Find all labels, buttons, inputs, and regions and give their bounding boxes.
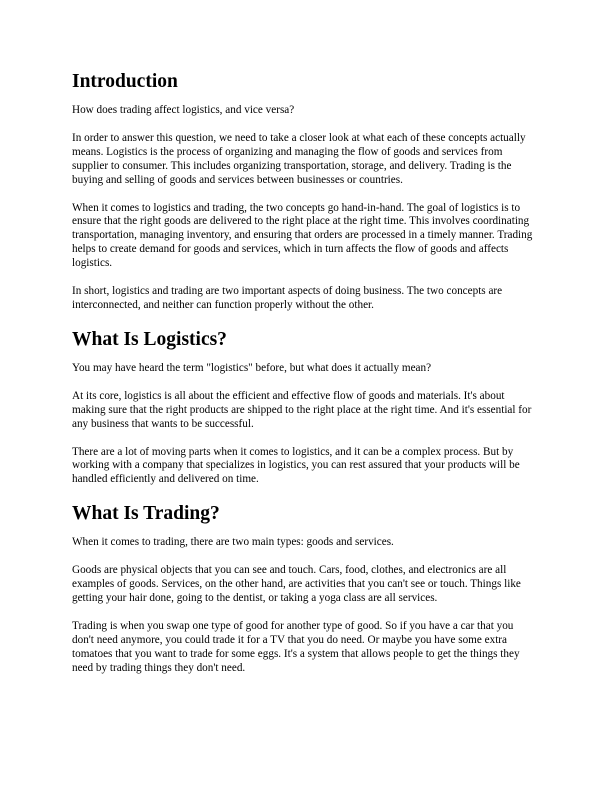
paragraph: Trading is when you swap one type of good for another type of good. So if you have a car that you don't need anymore, you could trade it for a TV that you do need. Or maybe you have some extra tomatoes that you want to trade for some eggs. It's a system that allows people to get the things they need by trading things they don't need.: [72, 619, 520, 674]
paragraph: You may have heard the term "logistics" before, but what does it actually mean?: [72, 361, 432, 374]
section-heading-what-is-trading: What Is Trading?: [72, 503, 220, 525]
paragraph: There are a lot of moving parts when it comes to logistics, and it can be a complex process. But by working with a company that specializes in logistics, you can rest assured that your products will be handled efficiently and delivered on time.: [72, 445, 520, 486]
paragraph: When it comes to trading, there are two main types: goods and services.: [72, 536, 394, 549]
document-page: [72, 70, 538, 675]
paragraph: At its core, logistics is all about the efficient and effective flow of goods and materials. It's about making sure that the right products are shipped to the right place at the right time. And it's essential for any business that wants to be successful.: [72, 389, 532, 430]
paragraph: In order to answer this question, we need to take a closer look at what each of these concepts actually means. Logistics is the process of organizing and managing the flow of goods and services from supplier to consumer. This includes organizing transportation, storage, and delivery. Trading is the buying and selling of goods and services between businesses or countries.: [72, 131, 526, 186]
paragraph: In short, logistics and trading are two important aspects of doing business. The two concepts are interconnected, and neither can function properly without the other.: [72, 285, 503, 311]
paragraph: When it comes to logistics and trading, the two concepts go hand-in-hand. The goal of logistics is to ensure that the right goods are delivered to the right place at the right time. This involves coordinating transportation, managing inventory, and ensuring that orders are processed in a timely manner. Trading helps to create demand for goods and services, which in turn affects the flow of goods and affects logistics.: [72, 201, 533, 270]
section-heading-what-is-logistics: What Is Logistics?: [72, 328, 227, 350]
section-heading-introduction: Introduction: [72, 71, 178, 92]
paragraph: How does trading affect logistics, and vice versa?: [72, 104, 295, 116]
paragraph: Goods are physical objects that you can see and touch. Cars, food, clothes, and electronics are all examples of goods. Services, on the other hand, are activities that you can't see or touch. Things like getting your hair done, going to the dentist, or taking a yoga class are all services.: [72, 564, 521, 604]
